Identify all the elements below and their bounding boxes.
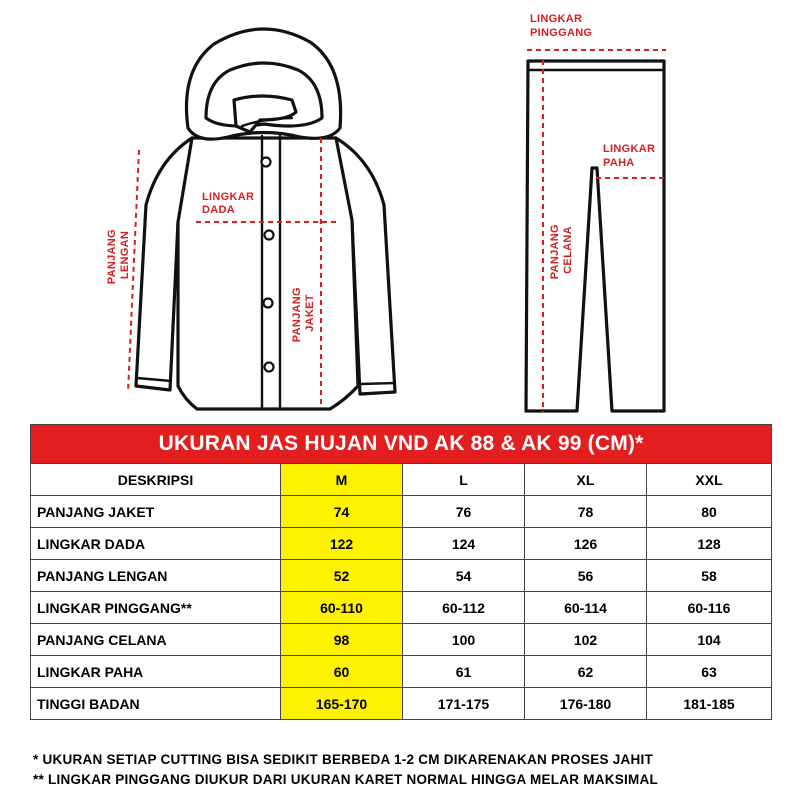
cell-m: 60-110	[281, 592, 403, 624]
cell-xl: 56	[525, 560, 647, 592]
jacket-button	[265, 231, 274, 240]
label-panjang-lengan: PANJANG LENGAN	[106, 229, 131, 285]
table-row	[31, 528, 772, 560]
cell-l: 100	[403, 624, 525, 656]
cell-m: 165-170	[281, 688, 403, 720]
cell-m: 98	[281, 624, 403, 656]
label-lingkar-paha: LINGKAR PAHA	[603, 143, 656, 169]
pants-outline	[526, 61, 664, 411]
cell-l: 61	[403, 656, 525, 688]
table-header-row	[31, 464, 772, 496]
cell-xxl: 80	[647, 496, 772, 528]
cell-xl: 176-180	[525, 688, 647, 720]
row-label: PANJANG JAKET	[31, 496, 281, 528]
cell-m: 74	[281, 496, 403, 528]
cell-m: 122	[281, 528, 403, 560]
cell-xxl: 63	[647, 656, 772, 688]
table-row	[31, 496, 772, 528]
jacket-button	[262, 158, 271, 167]
cell-xxl: 60-116	[647, 592, 772, 624]
footnote-cutting: * UKURAN SETIAP CUTTING BISA SEDIKIT BERBEDA 1-2 CM DIKARENAKAN PROSES JAHIT	[33, 752, 654, 767]
cell-xl: 62	[525, 656, 647, 688]
table-title-row	[31, 425, 772, 464]
cell-xl: 102	[525, 624, 647, 656]
cell-l: 60-112	[403, 592, 525, 624]
label-panjang-jaket: PANJANG JAKET	[291, 287, 316, 343]
cell-xl: 126	[525, 528, 647, 560]
row-label: LINGKAR DADA	[31, 528, 281, 560]
cell-xl: 60-114	[525, 592, 647, 624]
header-size-xxl: XXL	[647, 464, 772, 496]
cell-m: 52	[281, 560, 403, 592]
cell-m: 60	[281, 656, 403, 688]
cell-l: 124	[403, 528, 525, 560]
header-size-l: L	[403, 464, 525, 496]
row-label: PANJANG LENGAN	[31, 560, 281, 592]
jacket-drawing	[128, 29, 395, 409]
label-panjang-celana: PANJANG CELANA	[549, 224, 574, 280]
header-deskripsi: DESKRIPSI	[31, 464, 281, 496]
cell-l: 171-175	[403, 688, 525, 720]
cell-xxl: 104	[647, 624, 772, 656]
table-title: UKURAN JAS HUJAN VND AK 88 & AK 99 (CM)*	[31, 425, 772, 464]
header-size-m: M	[281, 464, 403, 496]
row-label: TINGGI BADAN	[31, 688, 281, 720]
size-chart-table	[30, 424, 772, 720]
header-size-xl: XL	[525, 464, 647, 496]
table-row	[31, 688, 772, 720]
table-row	[31, 656, 772, 688]
label-lingkar-pinggang: LINGKAR PINGGANG	[530, 13, 593, 39]
table-row	[31, 624, 772, 656]
cell-xxl: 128	[647, 528, 772, 560]
cell-xxl: 181-185	[647, 688, 772, 720]
table-row	[31, 592, 772, 624]
row-label: LINGKAR PINGGANG**	[31, 592, 281, 624]
row-label: PANJANG CELANA	[31, 624, 281, 656]
pants-drawing	[526, 50, 666, 412]
cell-xl: 78	[525, 496, 647, 528]
jacket-button	[264, 299, 273, 308]
cell-l: 76	[403, 496, 525, 528]
jacket-button	[265, 363, 274, 372]
table-row	[31, 560, 772, 592]
footnote-waist: ** LINGKAR PINGGANG DIUKUR DARI UKURAN KARET NORMAL HINGGA MELAR MAKSIMAL	[33, 772, 658, 787]
cell-l: 54	[403, 560, 525, 592]
label-lingkar-dada: LINGKAR DADA	[202, 191, 255, 216]
row-label: LINGKAR PAHA	[31, 656, 281, 688]
cell-xxl: 58	[647, 560, 772, 592]
